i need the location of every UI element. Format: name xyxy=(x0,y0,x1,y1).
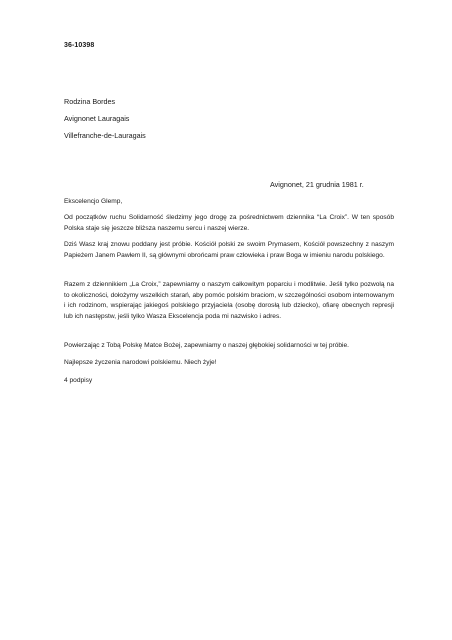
paragraph-intro: Od początków ruchu Solidarność śledzimy jego drogę za pośrednictwem dziennika “La Croix”. W ten sposób Polska staje się jeszcze bliższa naszemu sercu i naszej wierze. xyxy=(64,214,394,232)
paragraph-support: Razem z dziennikiem „La Croix,” zapewniamy o naszym całkowitym poparciu i modlitwie. Jeśli tylko pozwolą na to okoliczności, dołożymy wszelkich starań, aby pomóc polskim braciom, w szczególności osobom internowanym i ich rodzinom, wspierając jakiegoś polskiego przyjaciela (osobę dorosłą lub dziecko), ofiarę obecnych represji lub ich następstw, jeśli tylko Wasza Ekscelencja poda mi nazwisko i adres. xyxy=(64,281,394,320)
paragraph-wishes: Najlepsze życzenia narodowi polskiemu. Niech żyje! xyxy=(64,359,217,366)
reference-number: 36-10398 xyxy=(64,42,95,49)
signatures-note: 4 podpisy xyxy=(64,377,93,384)
recipient-name: Rodzina Bordes xyxy=(64,97,116,106)
recipient-town: Avignonet Lauragais xyxy=(64,114,130,123)
place-and-date: Avignonet, 21 grudnia 1981 r. xyxy=(270,180,364,189)
paragraph-entrust: Powierzając z Tobą Polskę Matce Bożej, zapewniamy o naszej głębokiej solidarności w tej próbie. xyxy=(64,342,350,349)
paragraph-trial: Dziś Wasz kraj znowu poddany jest próbie. Kościół polski ze swoim Prymasem, Kościół powszechny z naszym Papieżem Janem Pawłem II, są głównymi obrońcami praw człowieka i praw Boga w imieniu narodu polskiego. xyxy=(64,241,394,259)
recipient-region: Villefranche-de-Lauragais xyxy=(64,131,146,140)
salutation: Ekscelencjo Glemp, xyxy=(64,198,123,205)
